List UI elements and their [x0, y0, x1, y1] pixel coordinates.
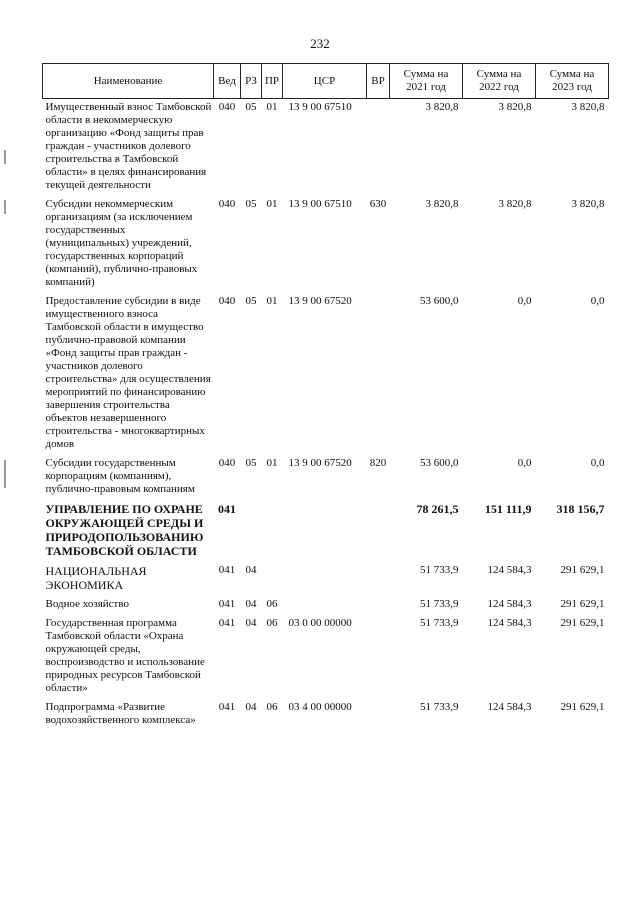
row-sum-2021: 53 600,0 — [420, 295, 459, 307]
table-row-section — [43, 562, 609, 596]
table-row — [43, 99, 609, 197]
row-sum-2021: 78 261,5 — [416, 502, 459, 516]
row-ved: 040 — [218, 295, 236, 307]
row-sum-2022: 124 584,3 — [487, 617, 532, 629]
table-row — [43, 196, 609, 293]
table-row — [43, 293, 609, 455]
row-pr: 01 — [266, 198, 278, 210]
row-ved: 040 — [218, 198, 236, 210]
row-sum-2022: 0,0 — [517, 457, 532, 469]
row-pr: 01 — [266, 457, 278, 469]
row-vr — [367, 615, 390, 699]
scan-margin-mark — [4, 200, 6, 214]
row-sum-2021: 51 733,9 — [420, 701, 459, 713]
table-header-row — [43, 64, 609, 99]
row-pr: 06 — [266, 701, 278, 713]
col-header-sum-2022: Сумма на 2022 год — [463, 64, 536, 99]
row-name: Подпрограмма «Развитие водохозяйственного комплекса» — [45, 701, 196, 726]
row-rz — [241, 500, 262, 562]
col-header-ved: Вед — [214, 64, 241, 99]
row-sum-2021: 51 733,9 — [420, 617, 459, 629]
row-ved: 041 — [218, 617, 236, 629]
row-name: НАЦИОНАЛЬНАЯ ЭКОНОМИКА — [45, 564, 147, 592]
row-csr — [283, 596, 367, 615]
row-name: Субсидии государственным корпорациям (компаниям), публично-правовым компаниям — [45, 457, 195, 495]
row-sum-2023: 0,0 — [590, 457, 605, 469]
row-rz: 04 — [245, 701, 257, 713]
row-pr: 01 — [266, 295, 278, 307]
row-sum-2022: 124 584,3 — [487, 564, 532, 576]
col-header-pr: ПР — [262, 64, 283, 99]
row-vr: 630 — [369, 198, 387, 210]
row-pr: 06 — [266, 617, 278, 629]
row-vr — [367, 500, 390, 562]
row-sum-2022: 0,0 — [517, 295, 532, 307]
row-rz: 04 — [245, 617, 257, 629]
row-name: Предоставление субсидии в виде имущественного взноса Тамбовской области в имущество публично-правовой компании «Фонд защиты прав граждан - участников долевого строительства» для осуществления мероприятий по финансированию завершения строительства объектов незавершенного строительства - многоквартирных домов — [45, 295, 211, 450]
row-sum-2022: 151 111,9 — [484, 502, 532, 516]
row-rz: 04 — [245, 564, 257, 576]
row-sum-2022: 124 584,3 — [487, 598, 532, 610]
row-sum-2022: 3 820,8 — [498, 101, 532, 113]
row-rz: 04 — [245, 598, 257, 610]
row-name: Государственная программа Тамбовской области «Охрана окружающей среды, воспроизводство и использование природных ресурсов Тамбовской области» — [45, 617, 205, 694]
col-header-sum-2021: Сумма на 2021 год — [390, 64, 463, 99]
row-vr — [367, 596, 390, 615]
table-row — [43, 699, 609, 731]
row-csr — [283, 500, 367, 562]
col-header-sum-2023: Сумма на 2023 год — [536, 64, 609, 99]
scan-margin-mark — [4, 150, 6, 164]
row-sum-2021: 3 820,8 — [425, 101, 459, 113]
row-sum-2021: 3 820,8 — [425, 198, 459, 210]
row-sum-2023: 291 629,1 — [560, 701, 605, 713]
row-rz: 05 — [245, 101, 257, 113]
row-sum-2023: 0,0 — [590, 295, 605, 307]
col-header-vr: ВР — [367, 64, 390, 99]
row-vr — [367, 99, 390, 197]
row-rz: 05 — [245, 457, 257, 469]
col-header-csr: ЦСР — [283, 64, 367, 99]
budget-table — [42, 63, 609, 731]
row-sum-2022: 3 820,8 — [498, 198, 532, 210]
row-ved: 041 — [218, 502, 236, 516]
row-name: УПРАВЛЕНИЕ ПО ОХРАНЕ ОКРУЖАЮЩЕЙ СРЕДЫ И ПРИРОДОПОЛЬЗОВАНИЮ ТАМБОВСКОЙ ОБЛАСТИ — [45, 502, 204, 558]
table-row — [43, 596, 609, 615]
row-sum-2023: 291 629,1 — [560, 564, 605, 576]
row-sum-2023: 3 820,8 — [571, 198, 605, 210]
row-sum-2023: 318 156,7 — [556, 502, 605, 516]
row-pr — [262, 562, 283, 596]
row-pr — [262, 500, 283, 562]
row-csr: 03 4 00 00000 — [288, 701, 352, 713]
scan-margin-mark — [4, 460, 6, 488]
row-sum-2021: 51 733,9 — [420, 564, 459, 576]
table-row-department — [43, 500, 609, 562]
row-name: Субсидии некоммерческим организациям (за исключением государственных (муниципальных) учреждений, государственных корпораций (компаний), публично-правовых компаний) — [45, 198, 198, 288]
row-sum-2023: 291 629,1 — [560, 617, 605, 629]
row-sum-2021: 51 733,9 — [420, 598, 459, 610]
row-ved: 041 — [218, 701, 236, 713]
table-row — [43, 455, 609, 500]
row-name: Имущественный взнос Тамбовской области в некоммерческую организацию «Фонд защиты прав граждан - участников долевого строительства в Тамбовской области» в целях финансирования текущей деятельности — [45, 101, 212, 191]
row-sum-2022: 124 584,3 — [487, 701, 532, 713]
row-csr: 13 9 00 67520 — [288, 457, 352, 469]
row-csr: 13 9 00 67510 — [288, 101, 352, 113]
row-sum-2021: 53 600,0 — [420, 457, 459, 469]
row-sum-2023: 291 629,1 — [560, 598, 605, 610]
row-sum-2023: 3 820,8 — [571, 101, 605, 113]
row-ved: 041 — [218, 598, 236, 610]
col-header-name: Наименование — [43, 64, 214, 99]
row-vr — [367, 562, 390, 596]
row-csr — [283, 562, 367, 596]
row-ved: 040 — [218, 457, 236, 469]
row-csr: 13 9 00 67520 — [288, 295, 352, 307]
row-ved: 041 — [218, 564, 236, 576]
row-rz: 05 — [245, 295, 257, 307]
row-csr: 03 0 00 00000 — [288, 617, 352, 629]
page-number: 232 — [310, 36, 330, 51]
row-pr: 01 — [266, 101, 278, 113]
row-csr: 13 9 00 67510 — [288, 198, 352, 210]
table-row — [43, 615, 609, 699]
row-vr — [367, 293, 390, 455]
row-pr: 06 — [266, 598, 278, 610]
row-rz: 05 — [245, 198, 257, 210]
row-vr — [367, 699, 390, 731]
row-vr: 820 — [369, 457, 387, 469]
row-ved: 040 — [218, 101, 236, 113]
row-name: Водное хозяйство — [45, 598, 129, 610]
col-header-rz: РЗ — [241, 64, 262, 99]
